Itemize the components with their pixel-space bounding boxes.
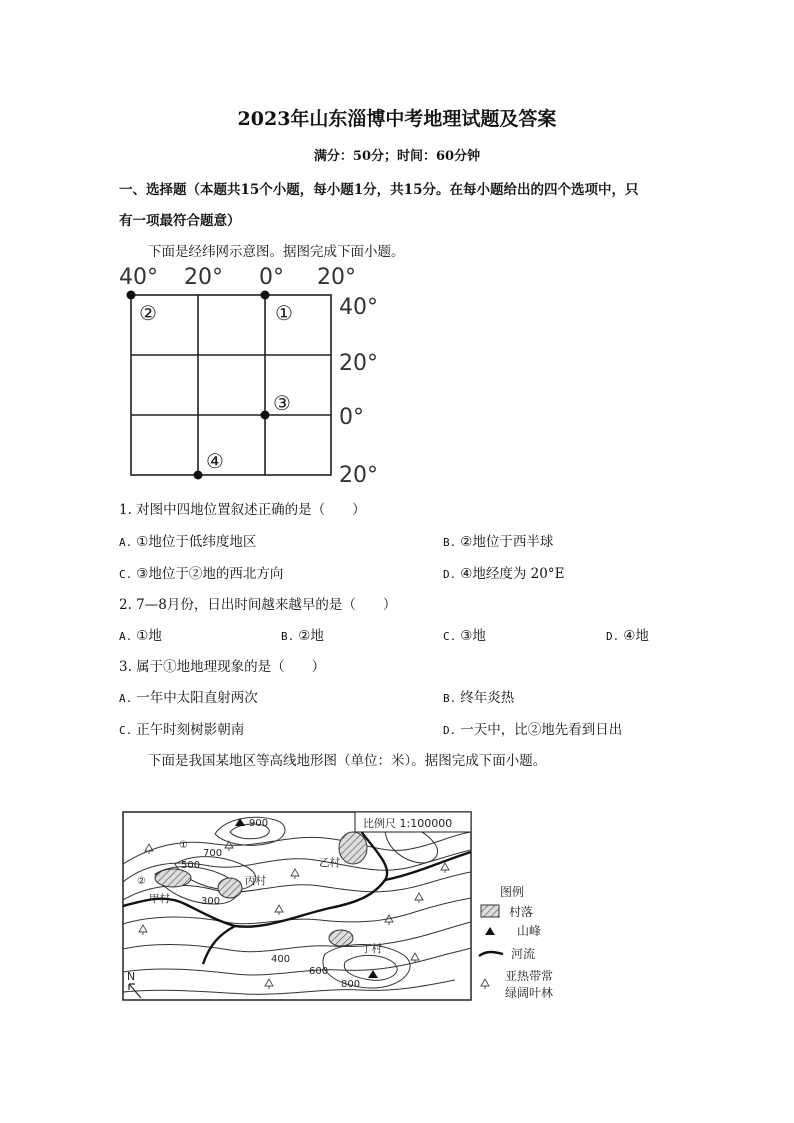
- contour-400-label: 400: [271, 954, 291, 965]
- marker-1-label: ①: [179, 840, 188, 851]
- point-3-dot: [261, 411, 270, 420]
- village-ding-label: 丁村: [361, 943, 382, 955]
- q3-option-b[interactable]: B. 终年炎热: [443, 690, 515, 706]
- village-bing-label: 丙村: [245, 875, 266, 887]
- peak-800-label: 800: [341, 979, 361, 990]
- contour-map-figure: [115, 804, 595, 1009]
- legend-village-icon: [481, 905, 499, 917]
- peak-900-label: 900: [249, 818, 269, 829]
- q2-option-a[interactable]: A. ①地: [119, 628, 162, 644]
- point-3-label: ③: [273, 391, 291, 415]
- q1-option-c[interactable]: C. ③地位于②地的西北方向: [119, 566, 284, 582]
- legend-peak-icon: [485, 927, 495, 935]
- section-heading-line2: 有一项最符合题意）: [119, 213, 241, 229]
- q2-stem: 2. 7—8月份，日出时间越来越早的是（ ）: [119, 597, 397, 613]
- q3-option-a[interactable]: A. 一年中太阳直射两次: [119, 690, 258, 706]
- contour-700-label: 700: [203, 848, 223, 859]
- marker-2-label: ②: [137, 876, 146, 887]
- lon-label-20e: 20°: [317, 265, 356, 290]
- section-heading-line1: 一、选择题（本题共15个小题，每小题1分，共15分。在每小题给出的四个选项中，只: [119, 182, 639, 198]
- village-yi-area: [339, 832, 367, 864]
- exam-info: 满分：50分；时间：60分钟: [313, 149, 481, 164]
- q2-option-b[interactable]: B. ②地: [281, 628, 324, 644]
- lat-label-40: 40°: [339, 295, 378, 320]
- point-4-label: ④: [206, 449, 224, 473]
- legend-river-label: 河流: [511, 947, 536, 961]
- grid-lines: [131, 295, 331, 475]
- village-jia-area: [155, 869, 191, 887]
- lon-label-20w: 20°: [184, 265, 223, 290]
- lat-label-0: 0°: [339, 405, 364, 430]
- village-jia-label: 甲村: [149, 893, 170, 905]
- contour-500-label: 500: [181, 860, 201, 871]
- lon-label-40: 40°: [119, 265, 158, 290]
- q2-option-d[interactable]: D. ④地: [606, 628, 649, 644]
- q3-option-d[interactable]: D. 一天中，比②地先看到日出: [443, 722, 623, 738]
- q1-stem: 1. 对图中四地位置叙述正确的是（ ）: [119, 502, 366, 518]
- point-2-label: ②: [139, 301, 157, 325]
- village-ding-area: [329, 930, 353, 946]
- point-1-dot: [261, 291, 270, 300]
- point-1-label: ①: [275, 301, 293, 325]
- north-label: N: [127, 970, 136, 983]
- legend-title: 图例: [500, 885, 525, 899]
- intro-contour: 下面是我国某地区等高线地形图（单位：米）。据图完成下面小题。: [148, 753, 547, 769]
- intro-grid: 下面是经纬网示意图。据图完成下面小题。: [148, 244, 405, 260]
- map-scale: 比例尺 1:100000: [363, 817, 453, 830]
- legend-river-icon: [479, 952, 503, 956]
- q3-option-c[interactable]: C. 正午时刻树影朝南: [119, 722, 245, 738]
- point-2-dot: [127, 291, 136, 300]
- legend-forest-label-1: 亚热带常: [505, 969, 554, 983]
- legend-peak-label: 山峰: [517, 924, 542, 938]
- village-bing-area: [218, 878, 242, 898]
- q1-option-a[interactable]: A. ①地位于低纬度地区: [119, 534, 257, 550]
- lat-label-20s: 20°: [339, 463, 378, 488]
- legend-village-label: 村落: [509, 905, 534, 919]
- lon-label-0: 0°: [259, 265, 284, 290]
- legend-forest-label-2: 绿阔叶林: [505, 986, 554, 1000]
- q1-option-b[interactable]: B. ②地位于西半球: [443, 534, 554, 550]
- q2-option-c[interactable]: C. ③地: [443, 628, 486, 644]
- legend-forest-icon: [481, 979, 489, 989]
- q3-stem: 3. 属于①地地理现象的是（ ）: [119, 659, 326, 675]
- lat-lon-grid-figure: [115, 262, 385, 490]
- lat-label-20n: 20°: [339, 351, 378, 376]
- point-4-dot: [194, 471, 203, 480]
- contour-600-label: 600: [309, 966, 329, 977]
- village-yi-label: 乙村: [319, 857, 340, 869]
- q1-option-d[interactable]: D. ④地经度为 20°E: [443, 566, 565, 582]
- page-title: 2023年山东淄博中考地理试题及答案: [237, 108, 557, 130]
- grid-border: [131, 295, 331, 475]
- contour-300-label: 300: [201, 896, 221, 907]
